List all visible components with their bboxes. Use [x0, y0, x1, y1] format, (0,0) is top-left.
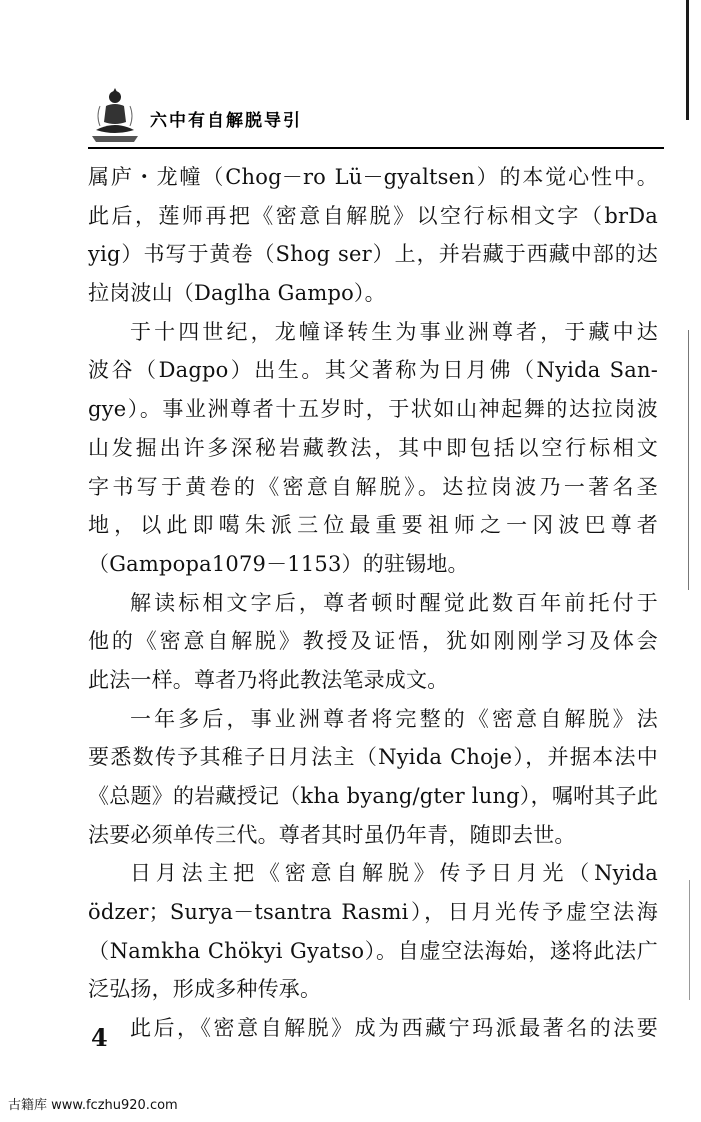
- text-line: （Namkha Chökyi Gyatso）。自虚空法海始，遂将此法广: [88, 938, 658, 963]
- text-line: 于十四世纪，龙幢译转生为事业洲尊者，于藏中达: [130, 319, 658, 344]
- header-rule: [88, 147, 664, 149]
- text-line: 山发掘出许多深秘岩藏教法，其中即包括以空行标相文: [88, 435, 658, 460]
- text-line: 字书写于黄卷的《密意自解脱》。达拉岗波乃一著名圣: [88, 474, 658, 499]
- text-line: 此后，莲师再把《密意自解脱》以空行标相文字（brDa: [88, 203, 658, 228]
- text-line: 要悉数传予其稚子日月法主（Nyida Choje），并据本法中: [88, 745, 658, 770]
- text-line: 拉岗波山（Daglha Gampo）。: [88, 281, 386, 306]
- running-title: 六中有自解脱导引: [150, 111, 302, 131]
- text-line: yig）书写于黄卷（Shog ser）上，并岩藏于西藏中部的达: [88, 242, 658, 267]
- text-line: ödzer；Surya－tsantra Rasmi），日月光传予虚空法海: [88, 900, 658, 925]
- text-line: 属庐・龙幢（Chog－ro Lü－gyaltsen）的本觉心性中。: [88, 165, 658, 189]
- text-line: 他的《密意自解脱》教授及证悟，犹如刚刚学习及体会: [88, 629, 658, 654]
- watermark: 古籍库 www.fczhu920.com: [8, 1098, 178, 1113]
- text-line: 泛弘扬，形成多种传承。: [88, 977, 322, 1002]
- text-line: 波谷（Dagpo）出生。其父著称为日月佛（Nyida San-: [88, 358, 658, 383]
- text-line: 法要必须单传三代。尊者其时虽仍年青，随即去世。: [88, 822, 576, 847]
- scan-edge-low: [689, 880, 690, 1000]
- running-header: [88, 86, 668, 146]
- text-line: 一年多后，事业洲尊者将完整的《密意自解脱》法: [130, 706, 658, 731]
- text-line: 地，以此即噶朱派三位最重要祖师之一冈波巴尊者: [88, 513, 658, 538]
- page-number: 4: [91, 1023, 108, 1052]
- text-line: （Gampopa1079－1153）的驻锡地。: [88, 551, 469, 576]
- text-line: 《总题》的岩藏授记（kha byang/gter lung），嘱咐其子此: [88, 784, 658, 808]
- meditating-buddha-icon: [88, 86, 142, 146]
- text-line: gye）。事业洲尊者十五岁时，于状如山神起舞的达拉岗波: [88, 397, 658, 422]
- text-line: 解读标相文字后，尊者顿时醒觉此数百年前托付于: [130, 590, 658, 615]
- scan-edge-mid: [688, 330, 689, 590]
- text-line: 此后，《密意自解脱》成为西藏宁玛派最著名的法要: [130, 1016, 658, 1041]
- scan-edge-top: [686, 0, 689, 120]
- body-text: [88, 158, 658, 1048]
- text-line: 此法一样。尊者乃将此教法笔录成文。: [88, 667, 449, 692]
- text-line: 日月法主把《密意自解脱》传予日月光（Nyida: [130, 861, 658, 886]
